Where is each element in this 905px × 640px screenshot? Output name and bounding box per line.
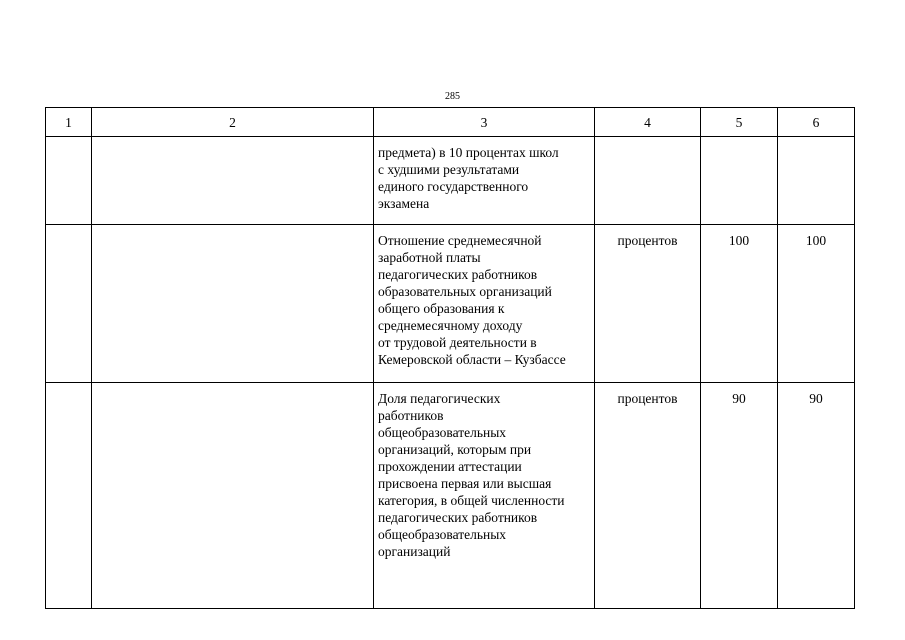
indicator-text-line: среднемесячному доходу: [378, 318, 523, 333]
column-header-6: 6: [778, 108, 855, 137]
column-header-2: 2: [92, 108, 374, 137]
cell-col2: [92, 225, 374, 383]
column-header-1: 1: [46, 108, 92, 137]
unit-cell: процентов: [595, 225, 701, 383]
value-cell-col6: 100: [778, 225, 855, 383]
indicator-text-line: организаций, которым при: [378, 442, 532, 457]
indicator-text-line: заработной платы: [378, 250, 481, 265]
indicator-text-line: образовательных организаций: [378, 284, 552, 299]
column-header-5: 5: [701, 108, 778, 137]
table-row: [46, 225, 855, 383]
indicator-name-cell: [374, 383, 595, 609]
indicator-text-line: Отношение среднемесячной: [378, 233, 542, 248]
indicator-text-line: общеобразовательных: [378, 527, 507, 542]
indicator-text-line: прохождении аттестации: [378, 459, 522, 474]
table-header-row: [46, 108, 855, 137]
indicator-text-line: единого государственного: [378, 179, 529, 194]
cell-col1: [46, 225, 92, 383]
indicator-text-line: работников: [378, 408, 444, 423]
unit-cell: процентов: [595, 383, 701, 609]
indicator-text-line: общеобразовательных: [378, 425, 507, 440]
indicator-text-line: педагогических работников: [378, 510, 538, 525]
cell-col2: [92, 383, 374, 609]
indicator-text-line: Доля педагогических: [378, 391, 501, 406]
column-header-4: 4: [595, 108, 701, 137]
indicator-text-line: с худшими результатами: [378, 162, 520, 177]
indicator-text-line: от трудовой деятельности в: [378, 335, 537, 350]
page-number: 285: [445, 91, 460, 102]
indicator-name-cell: [374, 225, 595, 383]
value-cell-col6: [778, 137, 855, 225]
value-cell-col5: 100: [701, 225, 778, 383]
cell-col1: [46, 137, 92, 225]
column-header-3: 3: [374, 108, 595, 137]
value-cell-col5: [701, 137, 778, 225]
value-cell-col5: 90: [701, 383, 778, 609]
table-row: [46, 383, 855, 609]
indicator-text-line: Кемеровской области – Кузбассе: [378, 352, 566, 367]
indicator-text-line: педагогических работников: [378, 267, 538, 282]
indicators-table: [45, 107, 855, 609]
cell-col2: [92, 137, 374, 225]
indicator-text-line: организаций: [378, 544, 451, 559]
indicator-text-line: предмета) в 10 процентах школ: [378, 145, 559, 160]
table-row: [46, 137, 855, 225]
unit-cell: [595, 137, 701, 225]
indicator-text-line: присвоена первая или высшая: [378, 476, 552, 491]
indicator-text-line: категория, в общей численности: [378, 493, 565, 508]
indicator-text-line: общего образования к: [378, 301, 505, 316]
indicator-text-line: экзамена: [378, 196, 430, 211]
value-cell-col6: 90: [778, 383, 855, 609]
cell-col1: [46, 383, 92, 609]
indicator-name-cell: [374, 137, 595, 225]
